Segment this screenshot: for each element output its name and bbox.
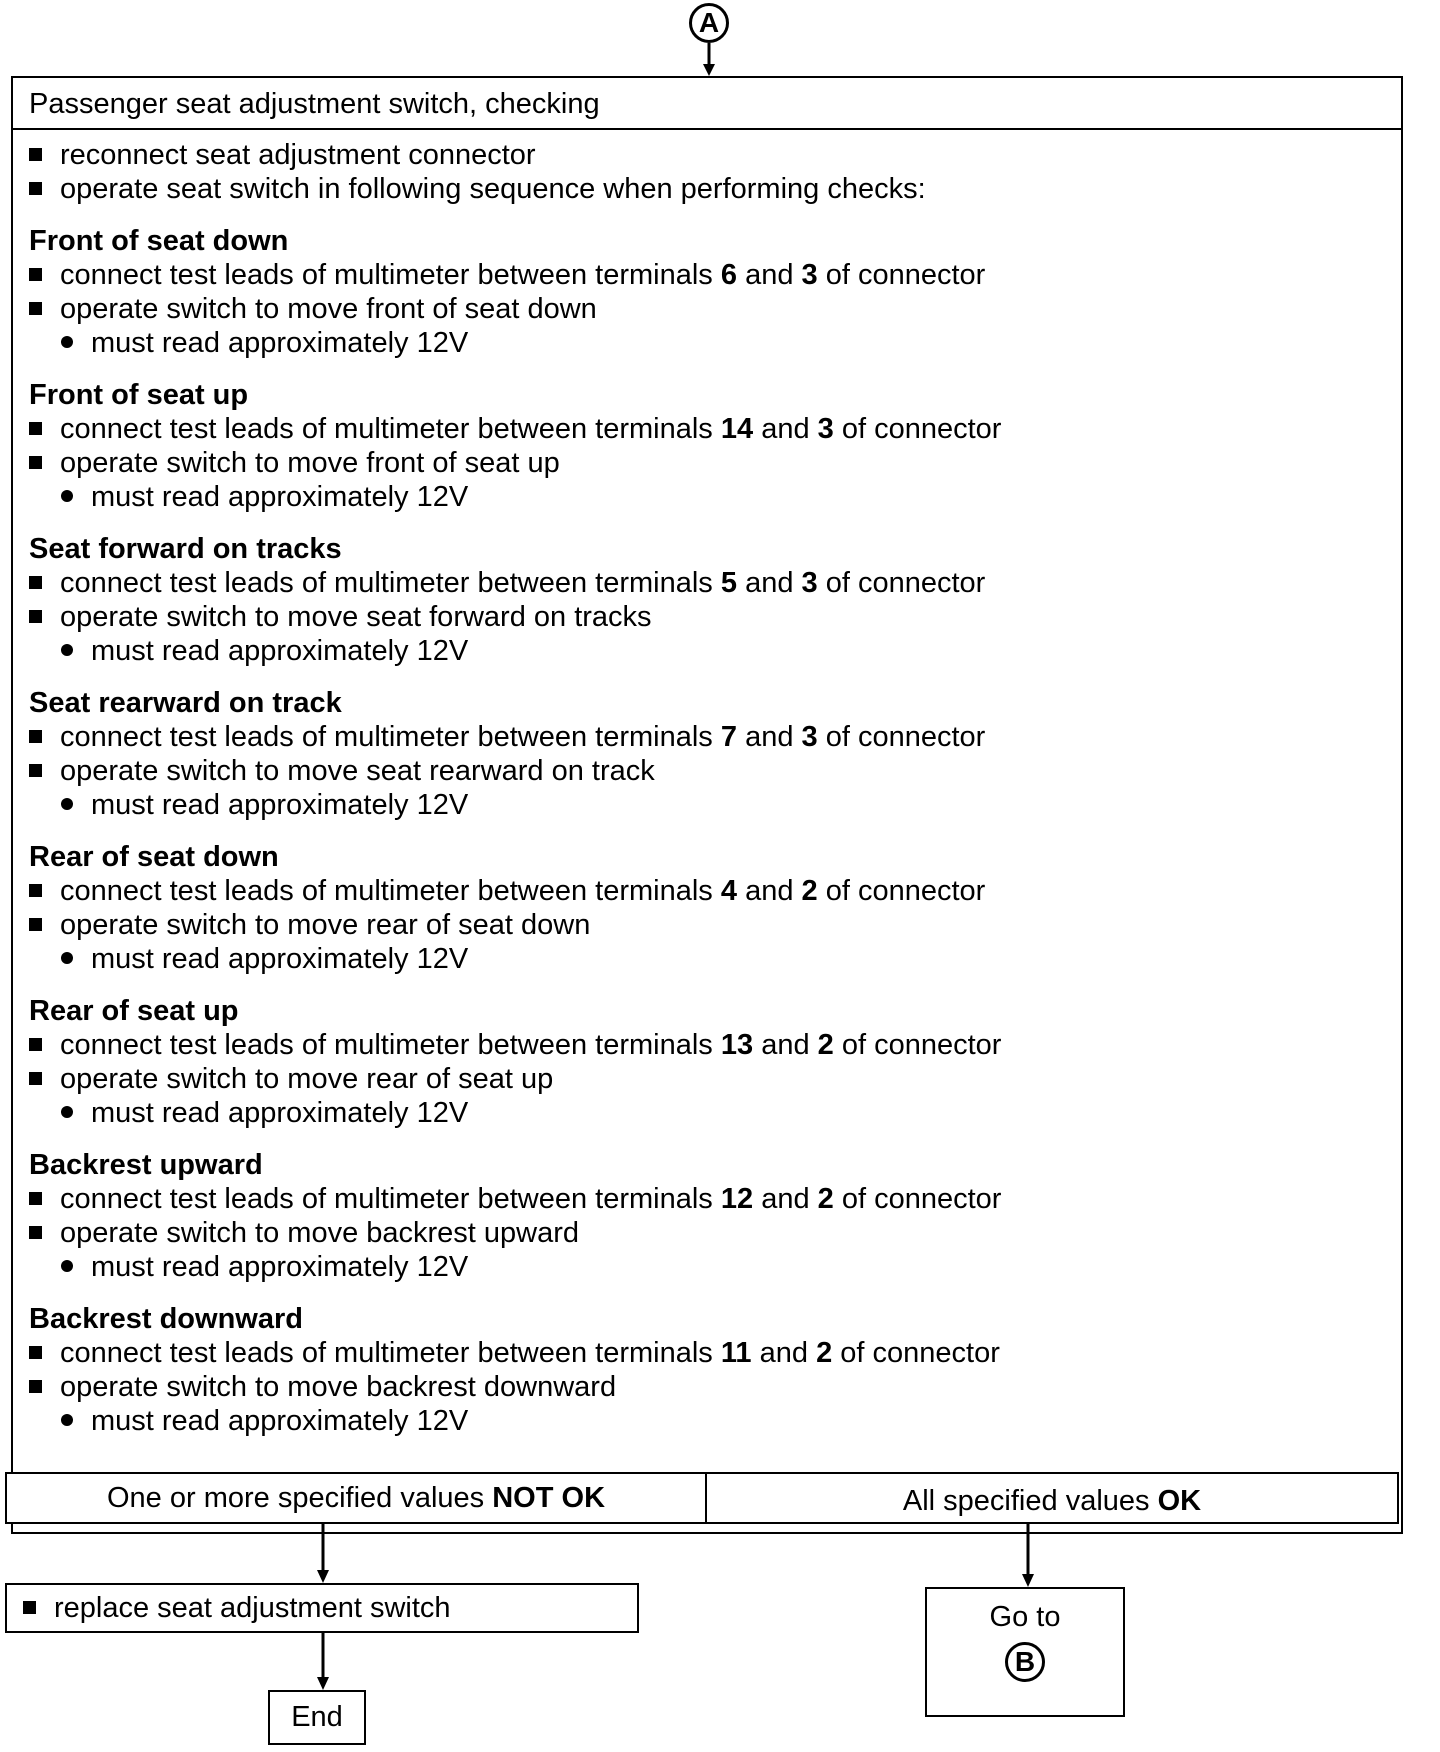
connect-text: connect test leads of multimeter between terminals xyxy=(60,721,713,753)
section-title: Seat forward on tracks xyxy=(29,533,342,565)
result-not-ok-text: One or more specified values xyxy=(106,1481,485,1514)
connect-text: connect test leads of multimeter between terminals xyxy=(60,1183,713,1215)
check-section xyxy=(29,1148,1401,1284)
replace-switch-text: replace seat adjustment switch xyxy=(54,1592,451,1624)
goto-b-box xyxy=(925,1587,1125,1717)
operate-text: operate switch to move backrest downward xyxy=(60,1371,617,1403)
operate-text: operate switch to move rear of seat up xyxy=(60,1063,554,1095)
terminal-a: 11 xyxy=(720,1337,752,1369)
goto-label: Go to xyxy=(989,1601,1061,1633)
section-title: Backrest downward xyxy=(29,1303,303,1335)
expected-text: must read approximately 12V xyxy=(91,1405,469,1437)
expected-reading xyxy=(29,1404,1401,1438)
result-ok-bold: OK xyxy=(1157,1484,1202,1517)
connect-text: connect test leads of multimeter between terminals xyxy=(60,413,713,445)
check-section xyxy=(29,224,1401,360)
section-title: Front of seat up xyxy=(29,379,249,411)
expected-text: must read approximately 12V xyxy=(91,943,469,975)
connector-suffix: of connector xyxy=(841,1029,1002,1061)
operate-step xyxy=(29,446,1401,480)
operate-step xyxy=(29,1370,1401,1404)
terminal-a: 14 xyxy=(720,413,754,445)
check-sections xyxy=(29,224,1401,1438)
connect-text: connect test leads of multimeter between terminals xyxy=(60,259,713,291)
terminal-b: 3 xyxy=(817,413,834,445)
expected-reading xyxy=(29,634,1401,668)
operate-text: operate switch to move rear of seat down xyxy=(60,909,591,941)
expected-text: must read approximately 12V xyxy=(91,327,469,359)
connector-suffix: of connector xyxy=(825,721,986,753)
operate-text: operate switch to move front of seat down xyxy=(60,293,597,325)
expected-text: must read approximately 12V xyxy=(91,789,469,821)
expected-reading xyxy=(29,1250,1401,1284)
terminal-b: 3 xyxy=(801,259,818,291)
check-section xyxy=(29,686,1401,822)
check-procedure-box xyxy=(11,76,1403,1534)
check-section xyxy=(29,378,1401,514)
connect-step xyxy=(29,1028,1401,1062)
replace-switch-box xyxy=(5,1583,639,1633)
and-text: and xyxy=(745,721,794,753)
result-row xyxy=(5,1472,1399,1524)
terminal-a: 6 xyxy=(720,259,738,291)
section-title: Rear of seat down xyxy=(29,841,279,873)
connect-text: connect test leads of multimeter between terminals xyxy=(60,567,713,599)
section-title: Rear of seat up xyxy=(29,995,239,1027)
connector-suffix: of connector xyxy=(840,1337,1000,1369)
expected-reading xyxy=(29,788,1401,822)
intro-step-text: operate seat switch in following sequence when performing checks: xyxy=(60,173,926,205)
and-text: and xyxy=(759,1337,808,1369)
section-title: Front of seat down xyxy=(29,225,289,257)
expected-reading xyxy=(29,1096,1401,1130)
connect-text: connect test leads of multimeter between terminals xyxy=(60,1337,713,1369)
and-text: and xyxy=(761,413,810,445)
connect-step xyxy=(29,1336,1401,1370)
intro-step xyxy=(29,172,1401,206)
operate-text: operate switch to move seat forward on tracks xyxy=(60,601,652,633)
result-ok xyxy=(707,1474,1397,1522)
operate-step xyxy=(29,1062,1401,1096)
operate-text: operate switch to move front of seat up xyxy=(60,447,560,479)
expected-text: must read approximately 12V xyxy=(91,1097,469,1129)
intro-step xyxy=(29,138,1401,172)
expected-reading xyxy=(29,480,1401,514)
terminal-a: 7 xyxy=(720,721,738,753)
terminal-b: 2 xyxy=(801,875,818,907)
terminal-b: 2 xyxy=(816,1337,833,1369)
arrowhead-end xyxy=(317,1677,329,1690)
result-not-ok xyxy=(7,1474,707,1522)
and-text: and xyxy=(761,1183,810,1215)
terminal-a: 4 xyxy=(720,875,738,907)
operate-step xyxy=(29,754,1401,788)
check-section xyxy=(29,532,1401,668)
connector-suffix: of connector xyxy=(841,413,1002,445)
terminal-b: 3 xyxy=(801,567,818,599)
connector-suffix: of connector xyxy=(825,567,986,599)
check-section xyxy=(29,1302,1401,1438)
operate-step xyxy=(29,908,1401,942)
connector-a-circle: A xyxy=(689,3,729,43)
connector-suffix: of connector xyxy=(825,259,986,291)
terminal-b: 2 xyxy=(817,1029,834,1061)
result-ok-text: All specified values xyxy=(902,1484,1150,1517)
section-title: Seat rearward on track xyxy=(29,687,342,719)
expected-text: must read approximately 12V xyxy=(91,1251,469,1283)
check-section xyxy=(29,840,1401,976)
section-title: Backrest upward xyxy=(29,1149,263,1181)
connect-text: connect test leads of multimeter between terminals xyxy=(60,1029,713,1061)
terminal-b: 2 xyxy=(817,1183,834,1215)
operate-text: operate switch to move backrest upward xyxy=(60,1217,580,1249)
and-text: and xyxy=(761,1029,810,1061)
end-box: End xyxy=(268,1690,366,1745)
and-text: and xyxy=(745,567,794,599)
operate-step xyxy=(29,1216,1401,1250)
connect-text: connect test leads of multimeter between terminals xyxy=(60,875,713,907)
arrowhead-pass xyxy=(1022,1574,1034,1587)
operate-text: operate switch to move seat rearward on track xyxy=(60,755,655,787)
connect-step xyxy=(29,566,1401,600)
expected-reading xyxy=(29,942,1401,976)
expected-reading xyxy=(29,326,1401,360)
procedure-title: Passenger seat adjustment switch, checking xyxy=(13,78,1401,130)
and-text: and xyxy=(745,875,794,907)
operate-step xyxy=(29,292,1401,326)
and-text: and xyxy=(745,259,794,291)
check-section xyxy=(29,994,1401,1130)
arrowhead-fail xyxy=(317,1570,329,1583)
result-not-ok-bold: NOT OK xyxy=(492,1481,606,1514)
connect-step xyxy=(29,720,1401,754)
arrowhead-a xyxy=(703,64,715,76)
connector-suffix: of connector xyxy=(841,1183,1002,1215)
expected-text: must read approximately 12V xyxy=(91,635,469,667)
connect-step xyxy=(29,258,1401,292)
connector-b-circle: B xyxy=(1005,1642,1045,1682)
connector-suffix: of connector xyxy=(825,875,986,907)
expected-text: must read approximately 12V xyxy=(91,481,469,513)
terminal-a: 13 xyxy=(720,1029,754,1061)
terminal-a: 12 xyxy=(720,1183,754,1215)
connect-step xyxy=(29,874,1401,908)
operate-step xyxy=(29,600,1401,634)
connect-step xyxy=(29,1182,1401,1216)
terminal-a: 5 xyxy=(720,567,738,599)
terminal-b: 3 xyxy=(801,721,818,753)
procedure-body xyxy=(13,130,1401,1438)
connect-step xyxy=(29,412,1401,446)
intro-step-text: reconnect seat adjustment connector xyxy=(60,139,536,171)
